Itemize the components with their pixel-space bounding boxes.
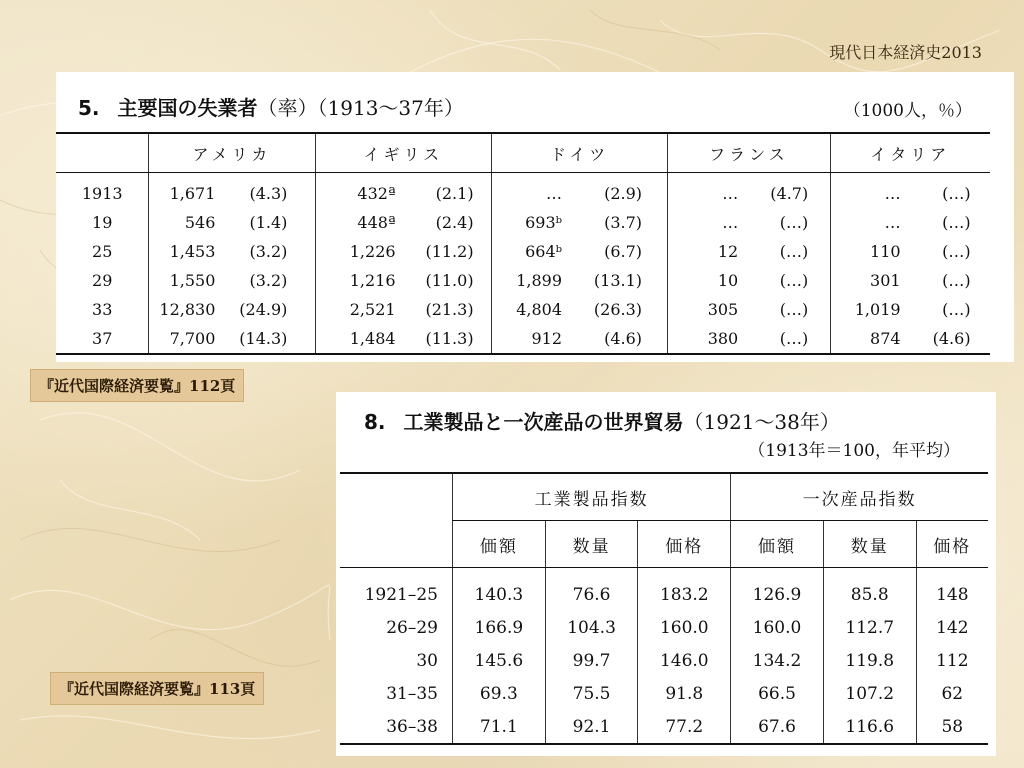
table5-data-cell <box>492 324 668 354</box>
table8-data-cell: 66.5 <box>731 677 824 710</box>
table5-data-cell <box>492 295 668 324</box>
table5-data-cell <box>830 295 990 324</box>
table5-rate: (4.7) <box>770 184 809 203</box>
table8-title <box>364 406 840 435</box>
table8-subcol-header: 価格 <box>916 521 988 568</box>
table8-subcol-header: 数量 <box>823 521 916 568</box>
table8-subtitle: （1921～38年） <box>683 410 840 434</box>
table5-data-cell <box>315 324 491 354</box>
table5-value: 1,226 <box>349 242 396 261</box>
table5-rate: (4.6) <box>604 329 643 348</box>
table5-data-cell <box>149 208 315 237</box>
table5-data-cell <box>668 173 830 209</box>
table5-rate: (2.1) <box>435 184 474 203</box>
table5-value: 432ª <box>357 184 396 203</box>
table5-value: 664ᵇ <box>525 242 563 261</box>
table5-rate: (…) <box>942 271 971 290</box>
table5-rate: (…) <box>779 271 809 290</box>
table5-value: 448ª <box>357 213 396 232</box>
table8-data-cell: 71.1 <box>453 710 546 744</box>
table8-data-cell: 146.0 <box>638 644 731 677</box>
table5-title-text: 主要国の失業者 <box>117 96 258 120</box>
table8-subcol-header: 価格 <box>638 521 731 568</box>
table5-rate: (…) <box>942 184 971 203</box>
table8-corner-cell <box>340 473 453 568</box>
table8-group-header: 工業製品指数 <box>453 473 731 521</box>
table5-rate: (…) <box>779 329 809 348</box>
table-row <box>56 173 990 209</box>
table5-data-cell <box>830 266 990 295</box>
table8-subcol-header: 数量 <box>545 521 638 568</box>
table5-col-header: イタリア <box>830 133 990 173</box>
table5-data-cell <box>492 237 668 266</box>
table5-rate: (3.2) <box>249 242 288 261</box>
table8-data-cell: 183.2 <box>638 568 731 612</box>
table5-year-cell: 1913 <box>81 184 123 203</box>
table5-year-cell: 25 <box>92 242 113 261</box>
table5-rate: (…) <box>942 213 971 232</box>
table8-data-cell: 69.3 <box>453 677 546 710</box>
table5-value: … <box>722 213 739 232</box>
table5-col-header: フランス <box>668 133 830 173</box>
table5-rate: (2.9) <box>604 184 643 203</box>
table8-data-cell: 160.0 <box>731 611 824 644</box>
table5-value: … <box>884 213 901 232</box>
table5-data-cell <box>315 208 491 237</box>
table5-rate: (26.3) <box>593 300 643 319</box>
table5-value: … <box>884 184 901 203</box>
table-row <box>56 295 990 324</box>
table8-subcol-header: 価額 <box>731 521 824 568</box>
table5-rate: (3.2) <box>249 271 288 290</box>
table-row <box>340 644 988 677</box>
table5-data-cell <box>668 295 830 324</box>
table5-data-cell <box>668 208 830 237</box>
table5-rate: (11.3) <box>425 329 474 348</box>
table-row <box>340 677 988 710</box>
table5-corner-cell <box>56 133 149 173</box>
table5-data-cell <box>668 237 830 266</box>
table8-data-cell: 140.3 <box>453 568 546 612</box>
table5-data-cell <box>492 173 668 209</box>
table5-rate: (…) <box>779 213 809 232</box>
table8-subcol-header: 価額 <box>453 521 546 568</box>
table5-header-row <box>56 133 990 173</box>
table5-year-cell: 33 <box>92 300 113 319</box>
table5-value: 1,899 <box>516 271 563 290</box>
table5-data-cell <box>668 266 830 295</box>
table5-value: 1,671 <box>169 184 216 203</box>
table5-rate: (24.9) <box>239 300 288 319</box>
table5-unit: （1000人，％） <box>843 101 972 121</box>
table8-year-cell: 1921–25 <box>364 584 438 605</box>
table-row <box>56 237 990 266</box>
table5-value: 380 <box>707 329 739 348</box>
table8-title-text: 工業製品と一次産品の世界貿易 <box>403 410 684 434</box>
table5-rate: (…) <box>779 300 809 319</box>
table8-data-cell: 91.8 <box>638 677 731 710</box>
table5-value: 1,453 <box>169 242 216 261</box>
table-row <box>56 266 990 295</box>
table5-value: 2,521 <box>349 300 396 319</box>
table5-value: 1,550 <box>169 271 216 290</box>
table8-card <box>336 392 996 756</box>
table8-data-cell: 119.8 <box>823 644 916 677</box>
slide-course-title: 現代日本経済史2013 <box>829 43 982 62</box>
table8-data-cell: 112.7 <box>823 611 916 644</box>
table8-group-header: 一次産品指数 <box>731 473 988 521</box>
table5-value: 693ᵇ <box>525 213 563 232</box>
table5-value: 10 <box>717 271 739 290</box>
table5-card <box>56 72 1014 362</box>
table5-value: 1,216 <box>349 271 396 290</box>
table8-data-cell: 92.1 <box>545 710 638 744</box>
table8-year-cell: 31–35 <box>386 683 438 704</box>
table8-data-cell: 58 <box>916 710 988 744</box>
table8-year-cell: 30 <box>416 650 438 671</box>
table8-data-cell: 104.3 <box>545 611 638 644</box>
table8-number: 8. <box>364 410 386 434</box>
table5-value: 1,484 <box>349 329 396 348</box>
table5-rate: (…) <box>942 242 971 261</box>
table8-data-cell: 160.0 <box>638 611 731 644</box>
table5-rate: (…) <box>779 242 809 261</box>
table5-data-cell <box>149 324 315 354</box>
table5-value: 4,804 <box>516 300 563 319</box>
table5-source: 『近代国際経済要覧』112頁 <box>30 369 244 402</box>
table5-data-cell <box>830 208 990 237</box>
table8-data-cell: 148 <box>916 568 988 612</box>
table5-rate: (…) <box>942 300 971 319</box>
table8-year-cell: 26–29 <box>386 617 438 638</box>
table5-year-cell: 19 <box>92 213 113 232</box>
table5-value: … <box>546 184 563 203</box>
table5-value: 12 <box>717 242 739 261</box>
table5-rate: (3.7) <box>604 213 643 232</box>
table5-data-cell <box>149 295 315 324</box>
table5 <box>56 132 990 355</box>
table5-data-cell <box>315 266 491 295</box>
table5-data-cell <box>149 173 315 209</box>
table8-year-cell: 36–38 <box>386 716 438 737</box>
table5-data-cell <box>668 324 830 354</box>
table5-year-cell: 29 <box>92 271 113 290</box>
table5-value: 546 <box>184 213 216 232</box>
table5-data-cell <box>492 208 668 237</box>
table5-value: 110 <box>870 242 901 261</box>
table8-unit: （1913年＝100，年平均） <box>748 441 960 461</box>
table8-data-cell: 116.6 <box>823 710 916 744</box>
table-row <box>340 710 988 744</box>
table5-rate: (21.3) <box>425 300 474 319</box>
table5-data-cell <box>149 266 315 295</box>
table5-value: 912 <box>531 329 563 348</box>
table5-value: 305 <box>707 300 739 319</box>
table-row <box>340 611 988 644</box>
table5-value: … <box>722 184 739 203</box>
table5-rate: (4.6) <box>932 329 971 348</box>
table8-data-cell: 76.6 <box>545 568 638 612</box>
table8-data-cell: 145.6 <box>453 644 546 677</box>
table5-value: 301 <box>870 271 901 290</box>
table5-data-cell <box>315 237 491 266</box>
table8-data-cell: 62 <box>916 677 988 710</box>
table5-year-cell: 37 <box>92 329 113 348</box>
table8-source: 『近代国際経済要覧』113頁 <box>50 672 264 705</box>
table5-value: 874 <box>870 329 901 348</box>
table-row <box>56 208 990 237</box>
table8-data-cell: 75.5 <box>545 677 638 710</box>
table5-data-cell <box>830 237 990 266</box>
table8-data-cell: 112 <box>916 644 988 677</box>
table8-data-cell: 134.2 <box>731 644 824 677</box>
table5-rate: (2.4) <box>435 213 474 232</box>
table5-data-cell <box>315 173 491 209</box>
table5-value: 7,700 <box>169 329 216 348</box>
table5-rate: (11.2) <box>425 242 474 261</box>
table5-value: 12,830 <box>159 300 216 319</box>
table5-data-cell <box>830 173 990 209</box>
table5-title <box>78 92 464 121</box>
table8-data-cell: 99.7 <box>545 644 638 677</box>
table8-data-cell: 77.2 <box>638 710 731 744</box>
table5-value: 1,019 <box>854 300 901 319</box>
table8-data-cell: 142 <box>916 611 988 644</box>
table5-number: 5. <box>78 96 100 120</box>
table5-subtitle: （率）（1913～37年） <box>257 96 464 120</box>
table5-col-header: イギリス <box>315 133 491 173</box>
table5-rate: (6.7) <box>604 242 643 261</box>
table5-data-cell <box>315 295 491 324</box>
table5-rate: (11.0) <box>425 271 474 290</box>
table8-data-cell: 126.9 <box>731 568 824 612</box>
table-row <box>56 324 990 354</box>
table8 <box>340 472 988 745</box>
table5-rate: (14.3) <box>239 329 288 348</box>
table-row <box>340 568 988 612</box>
table5-data-cell <box>492 266 668 295</box>
table5-col-header: ドイツ <box>492 133 668 173</box>
table8-data-cell: 85.8 <box>823 568 916 612</box>
table8-data-cell: 67.6 <box>731 710 824 744</box>
table8-data-cell: 166.9 <box>453 611 546 644</box>
table5-data-cell <box>149 237 315 266</box>
table8-group-row <box>340 473 988 521</box>
table5-rate: (1.4) <box>249 213 288 232</box>
table5-col-header: アメリカ <box>149 133 315 173</box>
table5-rate: (4.3) <box>249 184 288 203</box>
table8-data-cell: 107.2 <box>823 677 916 710</box>
table5-rate: (13.1) <box>593 271 643 290</box>
table5-data-cell <box>830 324 990 354</box>
